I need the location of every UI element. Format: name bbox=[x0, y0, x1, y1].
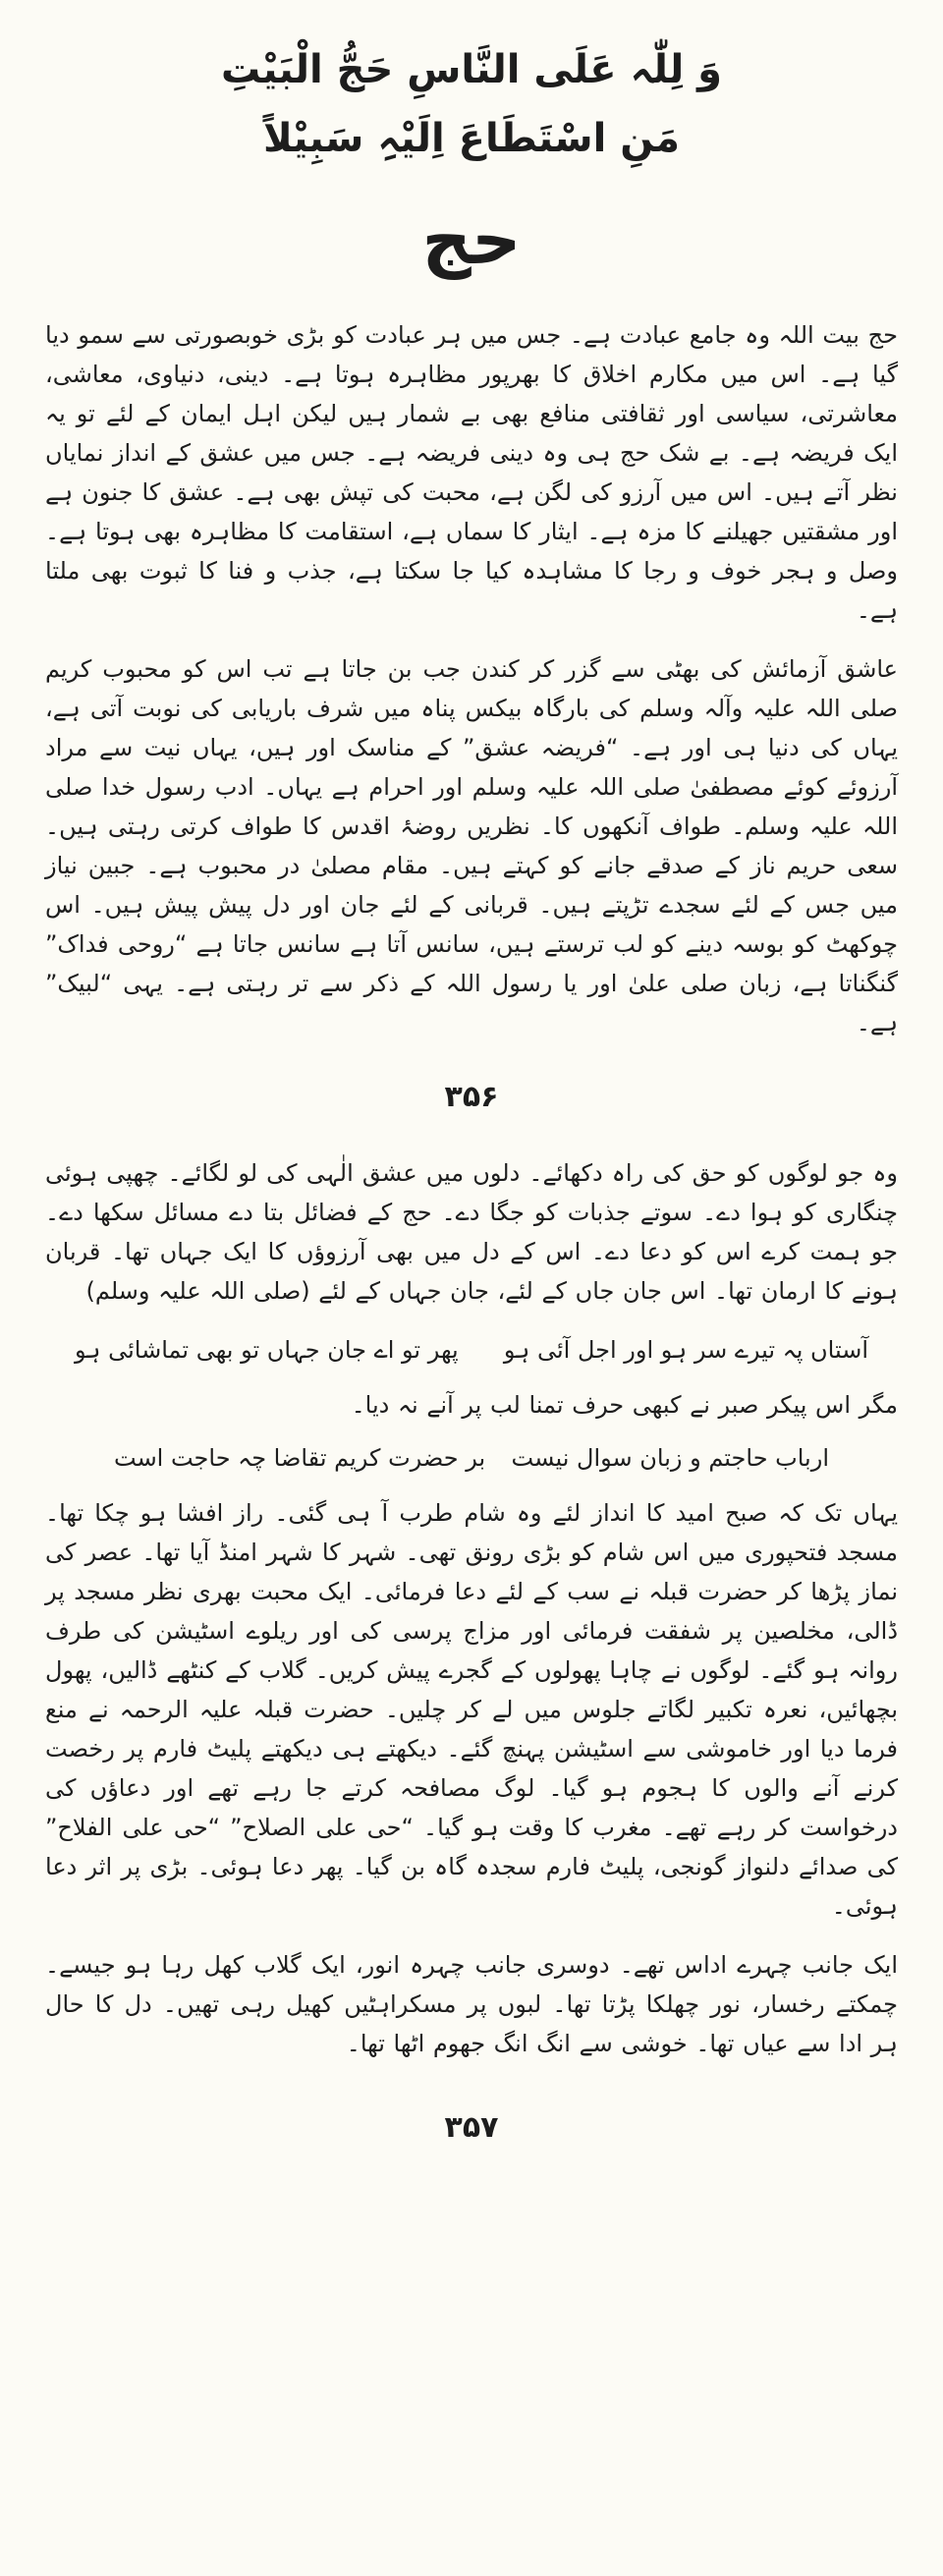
couplet-urdu-first-hemistich: آستاں پہ تیرے سر ہو اور اجل آئی ہو bbox=[503, 1336, 868, 1364]
page-number-356: ۳۵۶ bbox=[444, 1080, 499, 1114]
chapter-title: حج bbox=[421, 199, 522, 280]
couplet-persian-second-hemistich: بر حضرت کریم تقاضا چہ حاجت است bbox=[114, 1444, 486, 1472]
paragraph-rahnuma: وہ جو لوگوں کو حق کی راہ دکھائے۔ دلوں میں عشق الٰہی کی لو لگائے۔ چھپی ہوئی چنگاری کو ہوا دے۔ سوتے جذبات کو جگا دے۔ حج کے فضائل بتا دے مسائل سکھا دے۔ جو ہمت کرے اس کو دعا دے۔ اس کے دل میں بھی آرزوؤں کا ایک جہاں تھا۔ قربان ہونے کا ارمان تھا۔ اس جان جاں کے لئے، جان جہاں کے لئے (صلی اللہ علیہ وسلم) bbox=[45, 1159, 898, 1305]
quran-verse-line-1: وَ لِلّٰہ عَلَی النَّاسِ حَجُّ الْبَیْتِ bbox=[220, 47, 723, 92]
paragraph-chehra-anwar: ایک جانب چہرے اداس تھے۔ دوسری جانب چہرہ انور، ایک گلاب کھل رہا ہو جیسے۔ چمکتے رخسار، نور چھلکا پڑتا تھا۔ لبوں پر مسکراہٹیں کھیل رہی تھیں۔ دل کا حال ہر ادا سے عیاں تھا۔ خوشی سے انگ انگ جھوم اٹھا تھا۔ bbox=[45, 1951, 898, 2057]
page-number-357: ۳۵۷ bbox=[444, 2110, 499, 2145]
couplet-urdu-second-hemistich: پھر تو اے جان جہاں تو بھی تماشائی ہو bbox=[75, 1336, 459, 1364]
paragraph-ashiq-azmaish: عاشق آزمائش کی بھٹی سے گزر کر کندن جب بن جاتا ہے تب اس کو محبوب کریم صلی اللہ علیہ وآلہ وسلم کی بارگاہ بیکس پناہ میں شرف باریابی کی نوبت آتی ہے، یہاں کی دنیا ہی اور ہے۔ “فریضہ عشق” کے مناسک اور ہیں، یہاں نیت سے مراد آرزوئے کوئے مصطفیٰ صلی اللہ علیہ وسلم اور احرام ہے یہاں۔ ادب رسول خدا صلی اللہ علیہ وسلم۔ طواف آنکھوں کا۔ نظریں روضۂ اقدس کا طواف کرتی رہتی ہیں۔ سعی حریم ناز کے صدقے جانے کو کہتے ہیں۔ مقام مصلیٰ در محبوب ہے۔ جبین نیاز میں جس کے لئے سجدے تڑپتے ہیں۔ قربانی کے لئے جان اور دل پیش پیش ہیں۔ اس چوکھٹ کو بوسہ دینے کو لب ترستے ہیں، سانس آتا ہے سانس جاتا ہے “روحی فداک” گنگناتا ہے، زبان صلی علیٰ اور یا رسول اللہ کے ذکر سے تر رہتی ہے۔ یہی “لبیک” ہے۔ bbox=[45, 655, 898, 1036]
quran-verse-line-2: مَنِ اسْتَطَاعَ اِلَیْہِ سَبِیْلاً bbox=[262, 116, 681, 161]
paragraph-station-rawangi: یہاں تک کہ صبح امید کا انداز لئے وہ شام طرب آ ہی گئی۔ راز افشا ہو چکا تھا۔ مسجد فتحپوری میں اس شام کو بڑی رونق تھی۔ شہر کا شہر امنڈ آیا تھا۔ عصر کی نماز پڑھا کر حضرت قبلہ نے سب کے لئے دعا فرمائی۔ ایک محبت بھری نظر مسجد پر ڈالی، مخلصین پر شفقت فرمائی اور مزاج پرسی کی اور ریلوے اسٹیشن کی طرف روانہ ہو گئے۔ لوگوں نے چاہا پھولوں کے گجرے پیش کریں۔ گلاب کے کنٹھے ڈالیں، پھول بچھائیں، نعرہ تکبیر لگاتے جلوس میں لے کر چلیں۔ حضرت قبلہ علیہ الرحمہ نے منع فرما دیا اور خاموشی سے اسٹیشن پہنچ گئے۔ دیکھتے ہی دیکھتے پلیٹ فارم پر رخصت کرنے آنے والوں کا ہجوم ہو گیا۔ لوگ مصافحہ کرتے جا رہے تھے اور دعاؤں کی درخواست کر رہے تھے۔ مغرب کا وقت ہو گیا۔ “حی علی الصلاح” “حی علی الفلاح” کی صدائے دلنواز گونجی، پلیٹ فارم سجدہ گاہ بن گیا۔ پھر دعا ہوئی۔ بڑی پر اثر دعا ہوئی۔ bbox=[45, 1499, 898, 1920]
couplet-persian bbox=[45, 1438, 898, 1478]
paragraph-hajj-intro: حج بیت اللہ وہ جامع عبادت ہے۔ جس میں ہر عبادت کو بڑی خوبصورتی سے سمو دیا گیا ہے۔ اس میں مکارم اخلاق کا بھرپور مظاہرہ ہوتا ہے۔ دینی، دنیاوی، معاشی، معاشرتی، سیاسی اور ثقافتی منافع بھی بے شمار ہیں لیکن اہل ایمان کے لئے تو یہ ایک فریضہ ہے۔ بے شک حج ہی وہ دینی فریضہ ہے۔ جس میں عشق کے انداز نمایاں نظر آتے ہیں۔ اس میں آرزو کی لگن ہے، محبت کی تپش بھی ہے۔ عشق کا جنون ہے اور مشقتیں جھیلنے کا مزہ ہے۔ ایثار کا سماں ہے، استقامت کا مظاہرہ بھی ہوتا ہے۔ وصل و ہجر خوف و رجا کا مشاہدہ کیا جا سکتا ہے، جذب و فنا کا ثبوت بھی ملتا ہے۔ bbox=[45, 321, 898, 624]
couplet-persian-first-hemistich: ارباب حاجتم و زبان سوال نیست bbox=[511, 1444, 829, 1472]
couplet-urdu bbox=[45, 1330, 898, 1370]
paragraph-paikar-sabr: مگر اس پیکر صبر نے کبھی حرف تمنا لب پر آنے نہ دیا۔ bbox=[351, 1391, 898, 1419]
quran-verse bbox=[45, 35, 898, 173]
